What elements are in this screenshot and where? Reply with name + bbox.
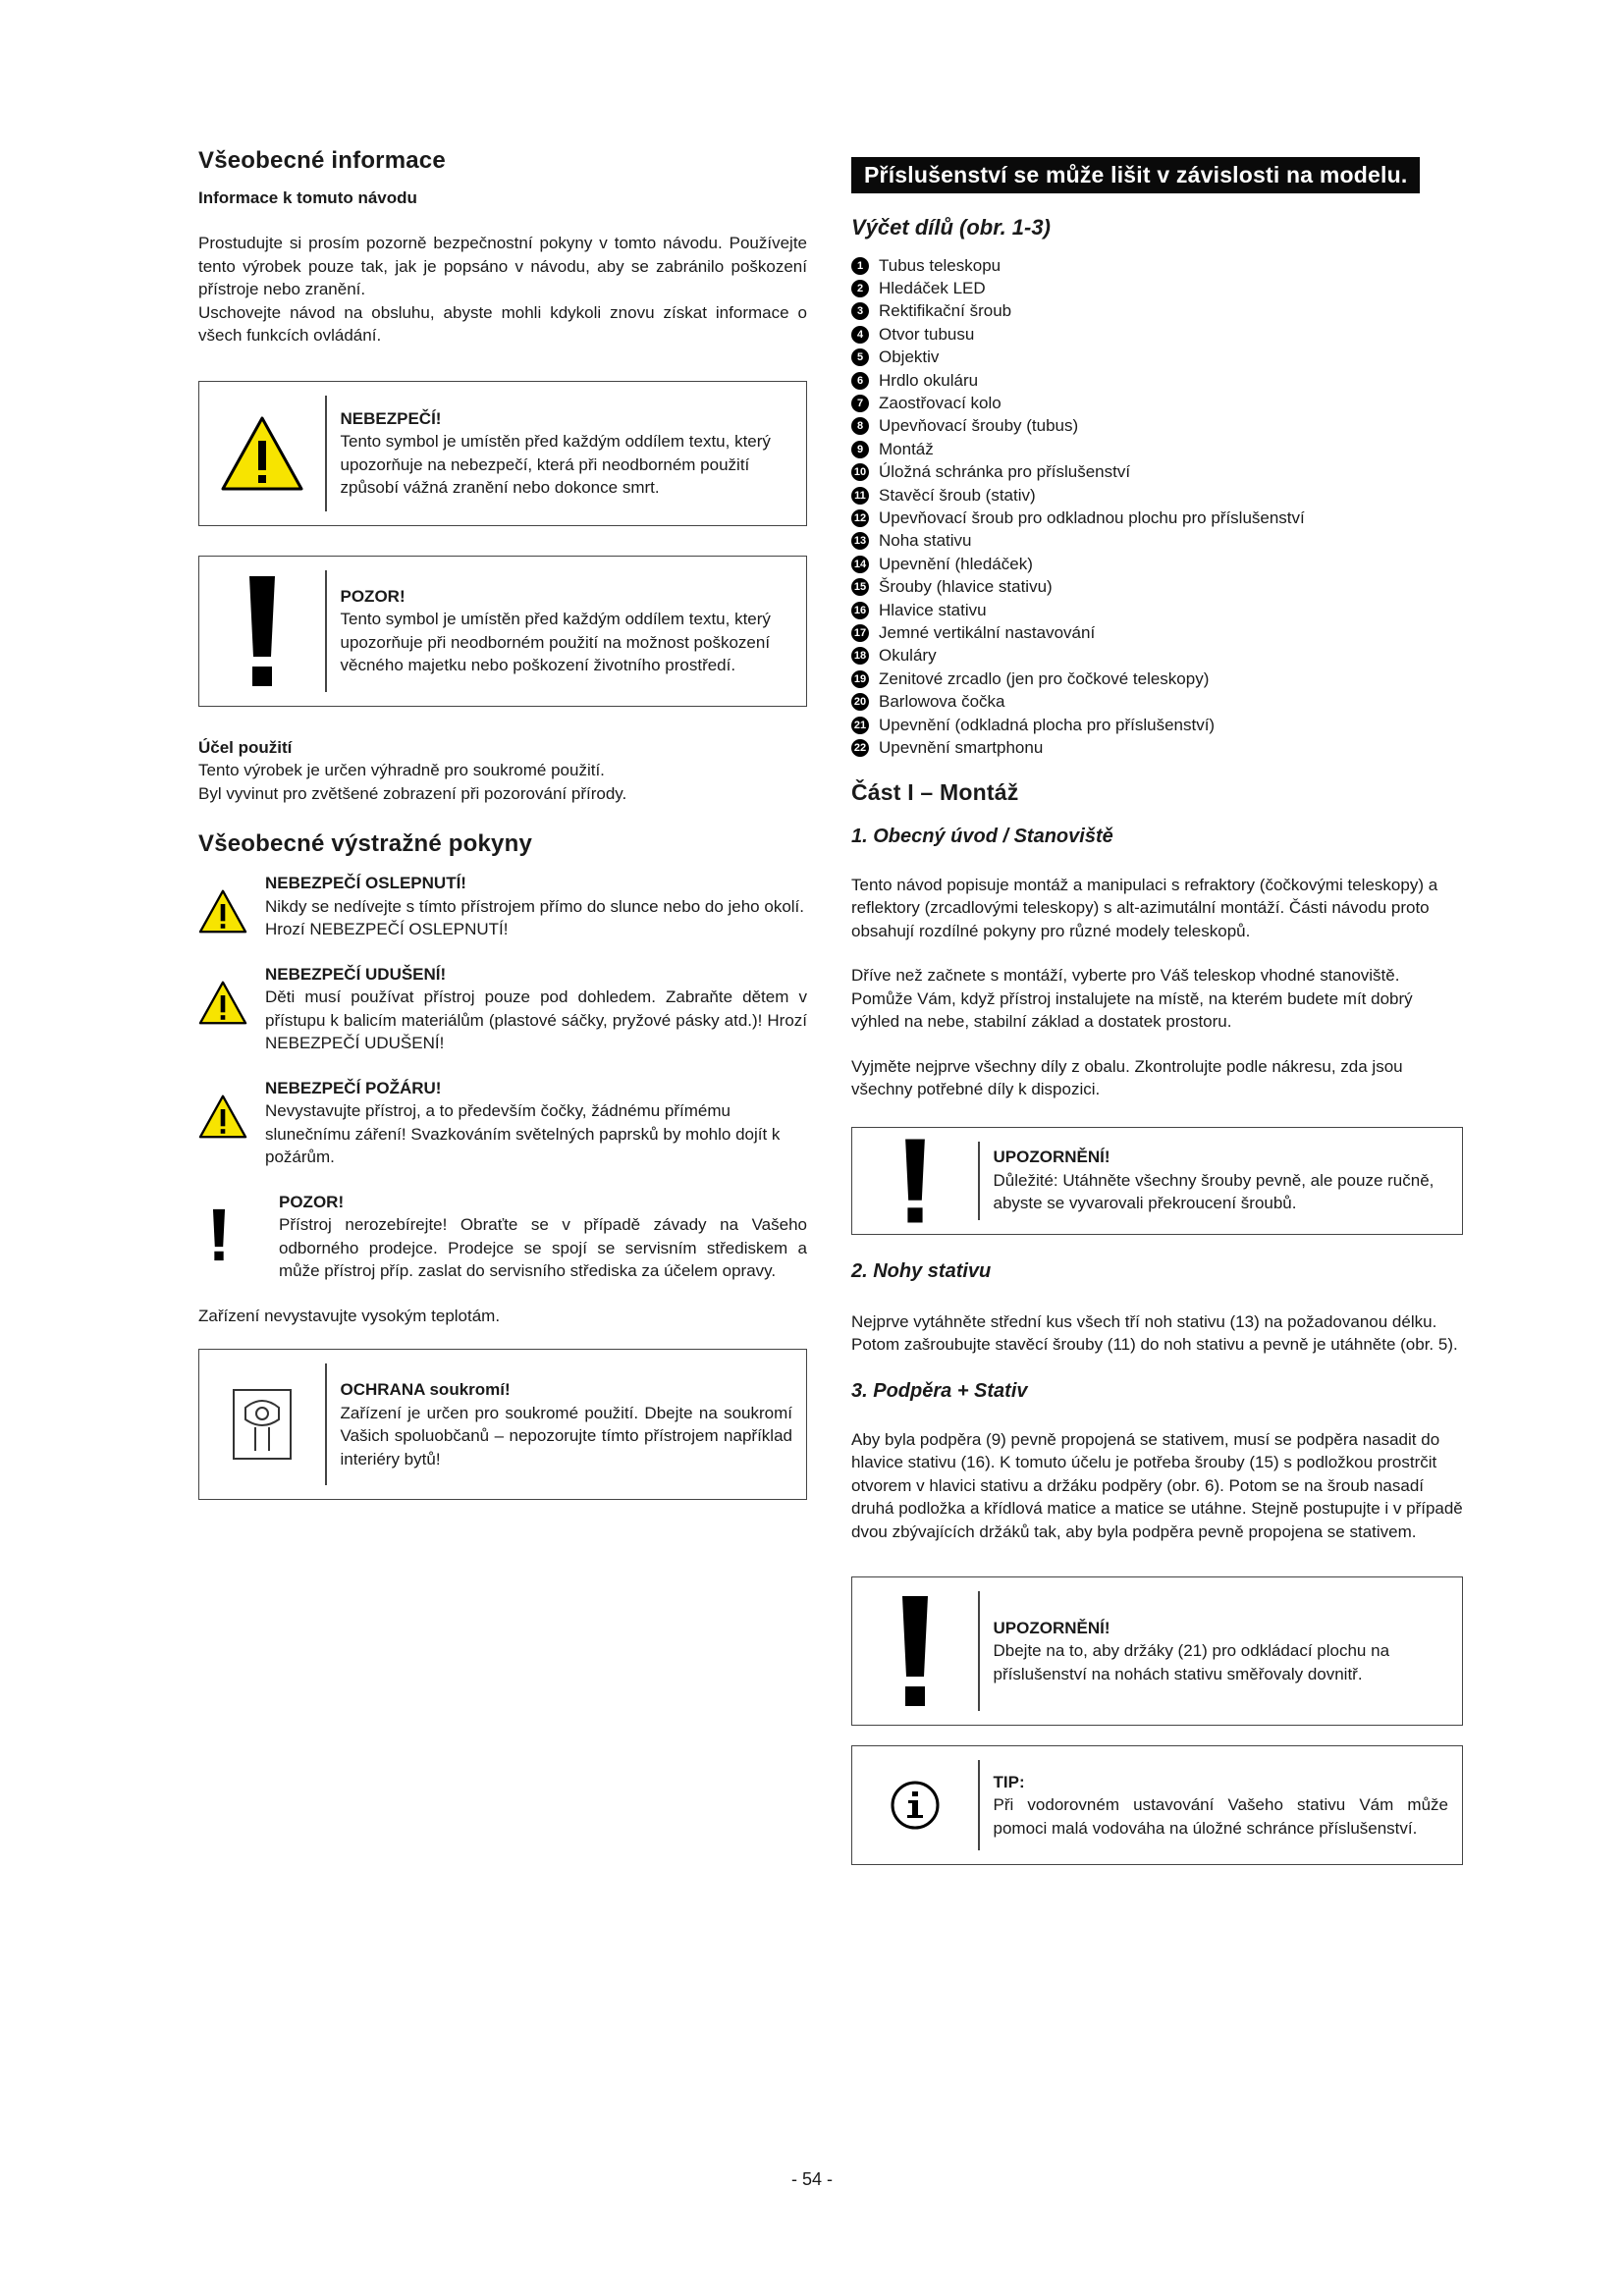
part-number-badge: 5 [851,348,869,366]
warning-blindness-title: NEBEZPEČÍ OSLEPNUTÍ! [265,874,466,892]
part-label: Upevňovací šroub pro odkladnou plochu pro příslušenství [879,507,1305,527]
section-title-general-info: Všeobecné informace [198,147,446,174]
part-number-badge: 2 [851,280,869,297]
parts-list-item [851,645,1463,667]
part-label: Upevnění smartphonu [879,737,1044,757]
part-number-badge: 7 [851,395,869,412]
part-number-badge: 14 [851,556,869,573]
parts-list-item [851,415,1463,438]
left-column [198,147,807,1500]
part-one-title: Část I – Montáž [851,778,1019,805]
privacy-box-title: OCHRANA soukromí! [340,1380,511,1399]
parts-list-item [851,621,1463,644]
warning-caution [198,1191,807,1283]
parts-list-item [851,736,1463,759]
parts-list-item [851,690,1463,713]
warning-suffocation [198,963,807,1055]
section-1-paragraph-1: Tento návod popisuje montáž a manipulaci s refraktory (čočkovými teleskopy) a reflektory (zrcadlovými teleskopy) s alt-azimutální montáží. Části návodu proto obsahují rozdílné pokyny pro různé modely teleskopů. [851,875,1438,940]
parts-list-item [851,392,1463,414]
part-number-badge: 4 [851,326,869,344]
part-number-badge: 21 [851,717,869,734]
purpose-heading: Účel použití [198,737,293,757]
part-label: Montáž [879,439,934,458]
section-1-paragraph-3: Vyjměte nejprve všechny díly z obalu. Zkontrolujte podle nákresu, zda jsou všechny potřebné díly k dispozici. [851,1056,1403,1099]
part-label: Hlavice stativu [879,600,987,619]
temperature-note: Zařízení nevystavujte vysokým teplotám. [198,1306,501,1325]
parts-list-item [851,714,1463,736]
caution-box-text: Tento symbol je umístěn před každým oddílem textu, který upozorňuje při neodborném použití na možnost poškození věcného majetku nebo poškození životního prostředí. [340,610,771,674]
part-label: Upevňovací šrouby (tubus) [879,416,1079,436]
part-label: Noha stativu [879,531,972,551]
part-number-badge: 3 [851,302,869,320]
part-number-badge: 1 [851,257,869,275]
part-number-badge: 12 [851,509,869,527]
paragraph-read-safety: Prostudujte si prosím pozorně bezpečnostní pokyny v tomto návodu. Používejte tento výrobek pouze tak, jak je popsáno v návodu, aby se zabránilo poškození přístroje nebo zranění. [198,234,807,298]
section-title-warnings: Všeobecné výstražné pokyny [198,830,533,857]
purpose-text-2: Byl vyvinut pro zvětšené zobrazení při pozorování přírody. [198,783,627,803]
section-3-paragraph: Aby byla podpěra (9) pevně propojená se stativem, musí se podpěra nasadit do hlavice stativu (16). K tomuto účelu je potřeba šrouby (15) s podložkou prostrčit otvorem v hlavici stativu a držáku podpěry (obr. 6). Potom se na šroub nasadí druhá podložka a křídlová matice a matice se utáhne. Stejně postupujte i v případě dvou zbývajících držáků tak, aby byla podpěra pevně propojena se stativem. [851,1429,1463,1541]
part-label: Rektifikační šroub [879,301,1012,321]
parts-list-item [851,438,1463,460]
part-label: Tubus teleskopu [879,255,1001,275]
warning-fire [198,1077,807,1169]
part-number-badge: 16 [851,602,869,619]
part-label: Stavěcí šroub (stativ) [879,485,1036,505]
caution-box [198,556,807,707]
part-label: Barlowova čočka [879,692,1005,712]
exclamation-icon [852,1577,978,1725]
parts-list-item [851,461,1463,484]
part-label: Hrdlo okuláru [879,370,979,390]
tip-box-text: Při vodorovném ustavování Vašeho stativu Vám může pomoci malá vodováha na úložné schránce příslušenství. [993,1795,1448,1838]
parts-list-item [851,553,1463,575]
purpose-text-1: Tento výrobek je určen výhradně pro soukromé použití. [198,761,605,779]
part-label: Jemné vertikální nastavování [879,622,1096,642]
warning-suffocation-text: Děti musí používat přístroj pouze pod dohledem. Zabraňte dětem v přístupu k balicím materiálům (plastové sáčky, pryžové pásky atd.)! Hrozí NEBEZPEČÍ UDUŠENÍ! [265,988,807,1052]
parts-list-title: Výčet dílů (obr. 1-3) [851,215,1051,240]
part-number-badge: 20 [851,693,869,711]
parts-list-item [851,347,1463,369]
parts-list-item [851,254,1463,277]
warning-triangle-icon [198,1077,265,1169]
paragraph-keep-manual: Uschovejte návod na obsluhu, abyste mohli kdykoli znovu získat informace o všech funkcích ovládání. [198,302,807,345]
parts-list-item [851,575,1463,598]
part-label: Hledáček LED [879,279,986,298]
parts-list-item [851,484,1463,507]
danger-box-title: NEBEZPEČÍ! [340,408,442,428]
exclamation-icon [198,1191,279,1283]
caution-box-title: POZOR! [340,586,406,606]
part-label: Okuláry [879,646,937,666]
warning-blindness-text: Nikdy se nedívejte s tímto přístrojem přímo do slunce nebo do jeho okolí. Hrozí NEBEZPEČÍ OSLEPNUTÍ! [265,896,804,938]
parts-list-item [851,300,1463,323]
page-number: - 54 - [790,2169,833,2189]
part-label: Upevnění (hledáček) [879,554,1033,573]
part-label: Zenitové zrcadlo (jen pro čočkové teleskopy) [879,668,1210,688]
section-3-title: 3. Podpěra + Stativ [851,1379,1028,1402]
privacy-icon [199,1350,325,1499]
warning-fire-text: Nevystavujte přístroj, a to především čočky, žádnému přímému slunečnímu záření! Svazkováním světelných paprsků by mohlo dojít k požárům. [265,1101,781,1166]
section-2-title: 2. Nohy stativu [851,1259,992,1282]
part-number-badge: 17 [851,624,869,642]
parts-list-item [851,530,1463,553]
notice-box-brackets-text: Dbejte na to, aby držáky (21) pro odkládací plochu na příslušenství na nohách stativu směřovaly dovnitř. [993,1641,1390,1683]
model-variation-banner: Příslušenství se může lišit v závislosti na modelu. [851,157,1420,193]
part-number-badge: 13 [851,532,869,550]
part-number-badge: 15 [851,578,869,596]
right-column [851,157,1463,1865]
parts-list [851,254,1463,760]
privacy-box-text: Zařízení je určen pro soukromé použití. Dbejte na soukromí Vašich spoluobčanů – nepozorujte tímto přístrojem například interiéry bytů! [340,1403,792,1468]
parts-list-item [851,369,1463,392]
privacy-box [198,1349,807,1500]
danger-box [198,381,807,526]
warning-fire-title: NEBEZPEČÍ POŽÁRU! [265,1078,442,1097]
parts-list-item [851,599,1463,621]
part-number-badge: 9 [851,441,869,458]
part-label: Úložná schránka pro příslušenství [879,462,1131,482]
part-number-badge: 19 [851,670,869,688]
parts-list-item [851,667,1463,690]
part-label: Šrouby (hlavice stativu) [879,577,1053,597]
part-number-badge: 10 [851,463,869,481]
warning-caution-text: Přístroj nerozebírejte! Obraťte se v případě závady na Vašeho odborného prodejce. Prodejce se spojí se servisním střediskem a může přístroj příp. zaslat do servisního střediska za účelem opravy. [279,1215,807,1280]
part-label: Upevnění (odkladná plocha pro příslušenství) [879,715,1216,734]
exclamation-icon [199,557,325,706]
part-label: Otvor tubusu [879,324,975,344]
warning-blindness [198,872,807,941]
notice-box-screws-text: Důležité: Utáhněte všechny šrouby pevně, ale pouze ručně, abyste se vyvarovali překroucení šroubů. [993,1170,1435,1213]
notice-box-screws [851,1127,1463,1235]
part-number-badge: 6 [851,372,869,390]
warning-caution-title: POZOR! [279,1192,345,1211]
part-label: Zaostřovací kolo [879,394,1001,413]
part-number-badge: 22 [851,739,869,757]
notice-box-screws-title: UPOZORNĚNÍ! [993,1148,1110,1167]
section-1-paragraph-2: Dříve než začnete s montáží, vyberte pro Váš teleskop vhodné stanoviště. Pomůže Vám, když přístroj instalujete na místě, na kterém budete mít dobrý výhled na nebe, stabilní základ a dostatek prostoru. [851,966,1413,1032]
subheading-manual-info: Informace k tomuto návodu [198,188,417,207]
part-number-badge: 18 [851,647,869,665]
parts-list-item [851,507,1463,529]
section-1-title: 1. Obecný úvod / Stanoviště [851,825,1113,847]
tip-box-title: TIP: [993,1772,1025,1791]
part-label: Objektiv [879,347,940,367]
exclamation-icon [852,1128,978,1234]
section-2-paragraph: Nejprve vytáhněte střední kus všech tří noh stativu (13) na požadovanou délku. Potom zašroubujte stavěcí šrouby (11) do noh stativu a pevně je utáhněte (obr. 5). [851,1311,1458,1355]
info-icon [852,1746,978,1864]
parts-list-item [851,277,1463,299]
warning-suffocation-title: NEBEZPEČÍ UDUŠENÍ! [265,964,447,984]
warning-triangle-icon [198,872,265,941]
parts-list-item [851,323,1463,346]
part-number-badge: 11 [851,487,869,505]
notice-box-brackets-title: UPOZORNĚNÍ! [993,1618,1110,1637]
warning-triangle-icon [199,382,325,525]
danger-box-text: Tento symbol je umístěn před každým oddílem textu, který upozorňuje na nebezpečí, která při neodborném použití způsobí vážná zranění nebo dokonce smrt. [340,432,771,497]
notice-box-brackets [851,1576,1463,1726]
part-number-badge: 8 [851,417,869,435]
tip-box [851,1745,1463,1865]
warning-triangle-icon [198,963,265,1055]
